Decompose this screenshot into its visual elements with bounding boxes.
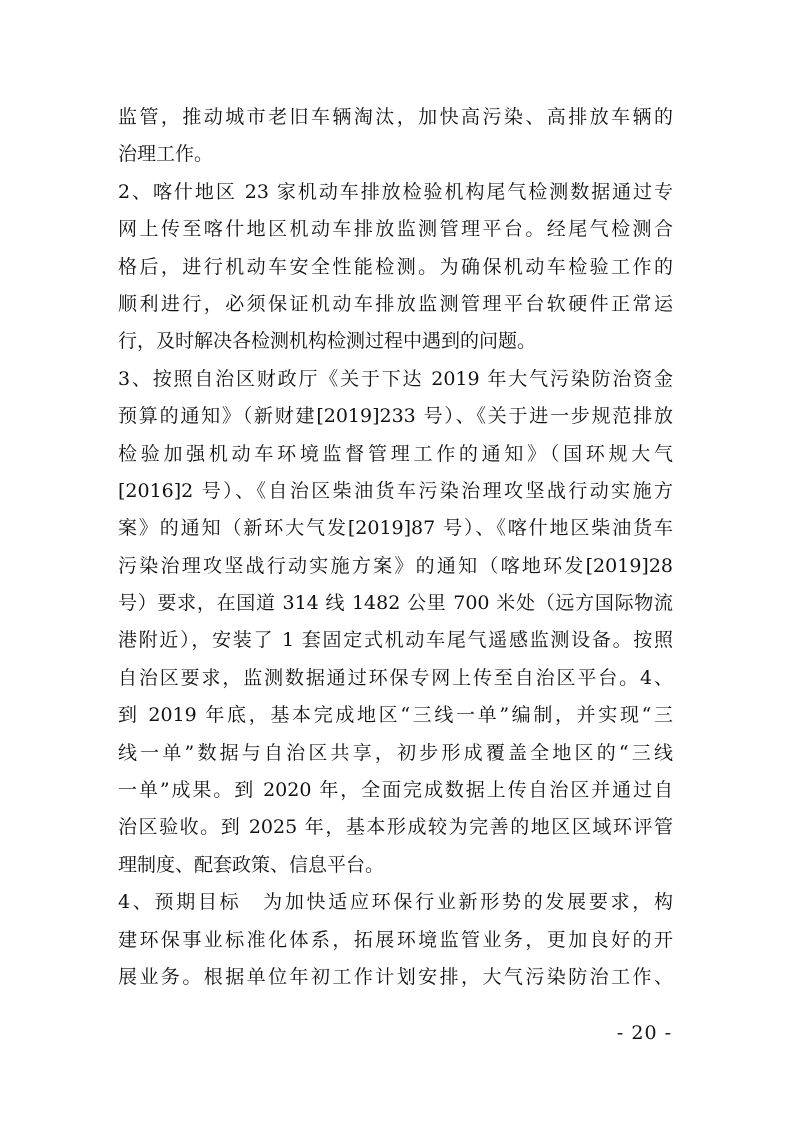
text-line: 顺利进行，必须保证机动车排放监测管理平台软硬件正常运 [118,292,673,315]
text-line: 预算的通知》（新财建[2019]233 号）、《关于进一步规范排放 [118,405,673,428]
text-line: 展业务。根据单位年初工作计划安排，大气污染防治工作、 [118,965,673,988]
text-line: 案》的通知（新环大气发[2019]87 号）、《喀什地区柴油货车 [118,517,673,540]
text-line: 检验加强机动车环境监督管理工作的通知》（国环规大气 [118,442,673,465]
page-number: - 20 - [616,1022,672,1044]
text-line: 号）要求，在国道 314 线 1482 公里 700 米处（远方国际物流 [118,592,673,615]
text-line: 格后，进行机动车安全性能检测。为确保机动车检验工作的 [118,255,673,278]
text-line: 2、喀什地区 23 家机动车排放检验机构尾气检测数据通过专 [118,180,673,203]
text-line: 3、按照自治区财政厅《关于下达 2019 年大气污染防治资金 [118,367,673,390]
text-line: 到 2019 年底，基本完成地区“三线一单”编制，并实现“三 [118,704,673,727]
text-line: 一单”成果。到 2020 年，全面完成数据上传自治区并通过自 [118,779,673,802]
text-line: 行，及时解决各检测机构检测过程中遇到的问题。 [118,330,537,353]
text-line: 自治区要求，监测数据通过环保专网上传至自治区平台。4、 [118,666,673,689]
text-line: 治理工作。 [118,143,214,166]
text-line: 线一单”数据与自治区共享，初步形成覆盖全地区的“三线 [118,741,673,764]
text-line: 治区验收。到 2025 年，基本形成较为完善的地区区域环评管 [118,816,673,839]
text-line: 港附近），安装了 1 套固定式机动车尾气遥感监测设备。按照 [118,629,673,652]
text-line: 网上传至喀什地区机动车排放监测管理平台。经尾气检测合 [118,218,673,241]
text-line: 理制度、配套政策、信息平台。 [118,853,385,876]
body-text [118,99,673,996]
text-line: 污染治理攻坚战行动实施方案》的通知（喀地环发[2019]28 [118,554,673,577]
text-line: 监管，推动城市老旧车辆淘汰，加快高污染、高排放车辆的 [118,106,673,128]
text-line: 建环保事业标准化体系，拓展环境监管业务，更加良好的开 [118,928,673,951]
text-line: 4、预期目标 为加快适应环保行业新形势的发展要求，构 [118,891,673,914]
text-line: [2016]2 号）、《自治区柴油货车污染治理攻坚战行动实施方 [118,479,673,502]
